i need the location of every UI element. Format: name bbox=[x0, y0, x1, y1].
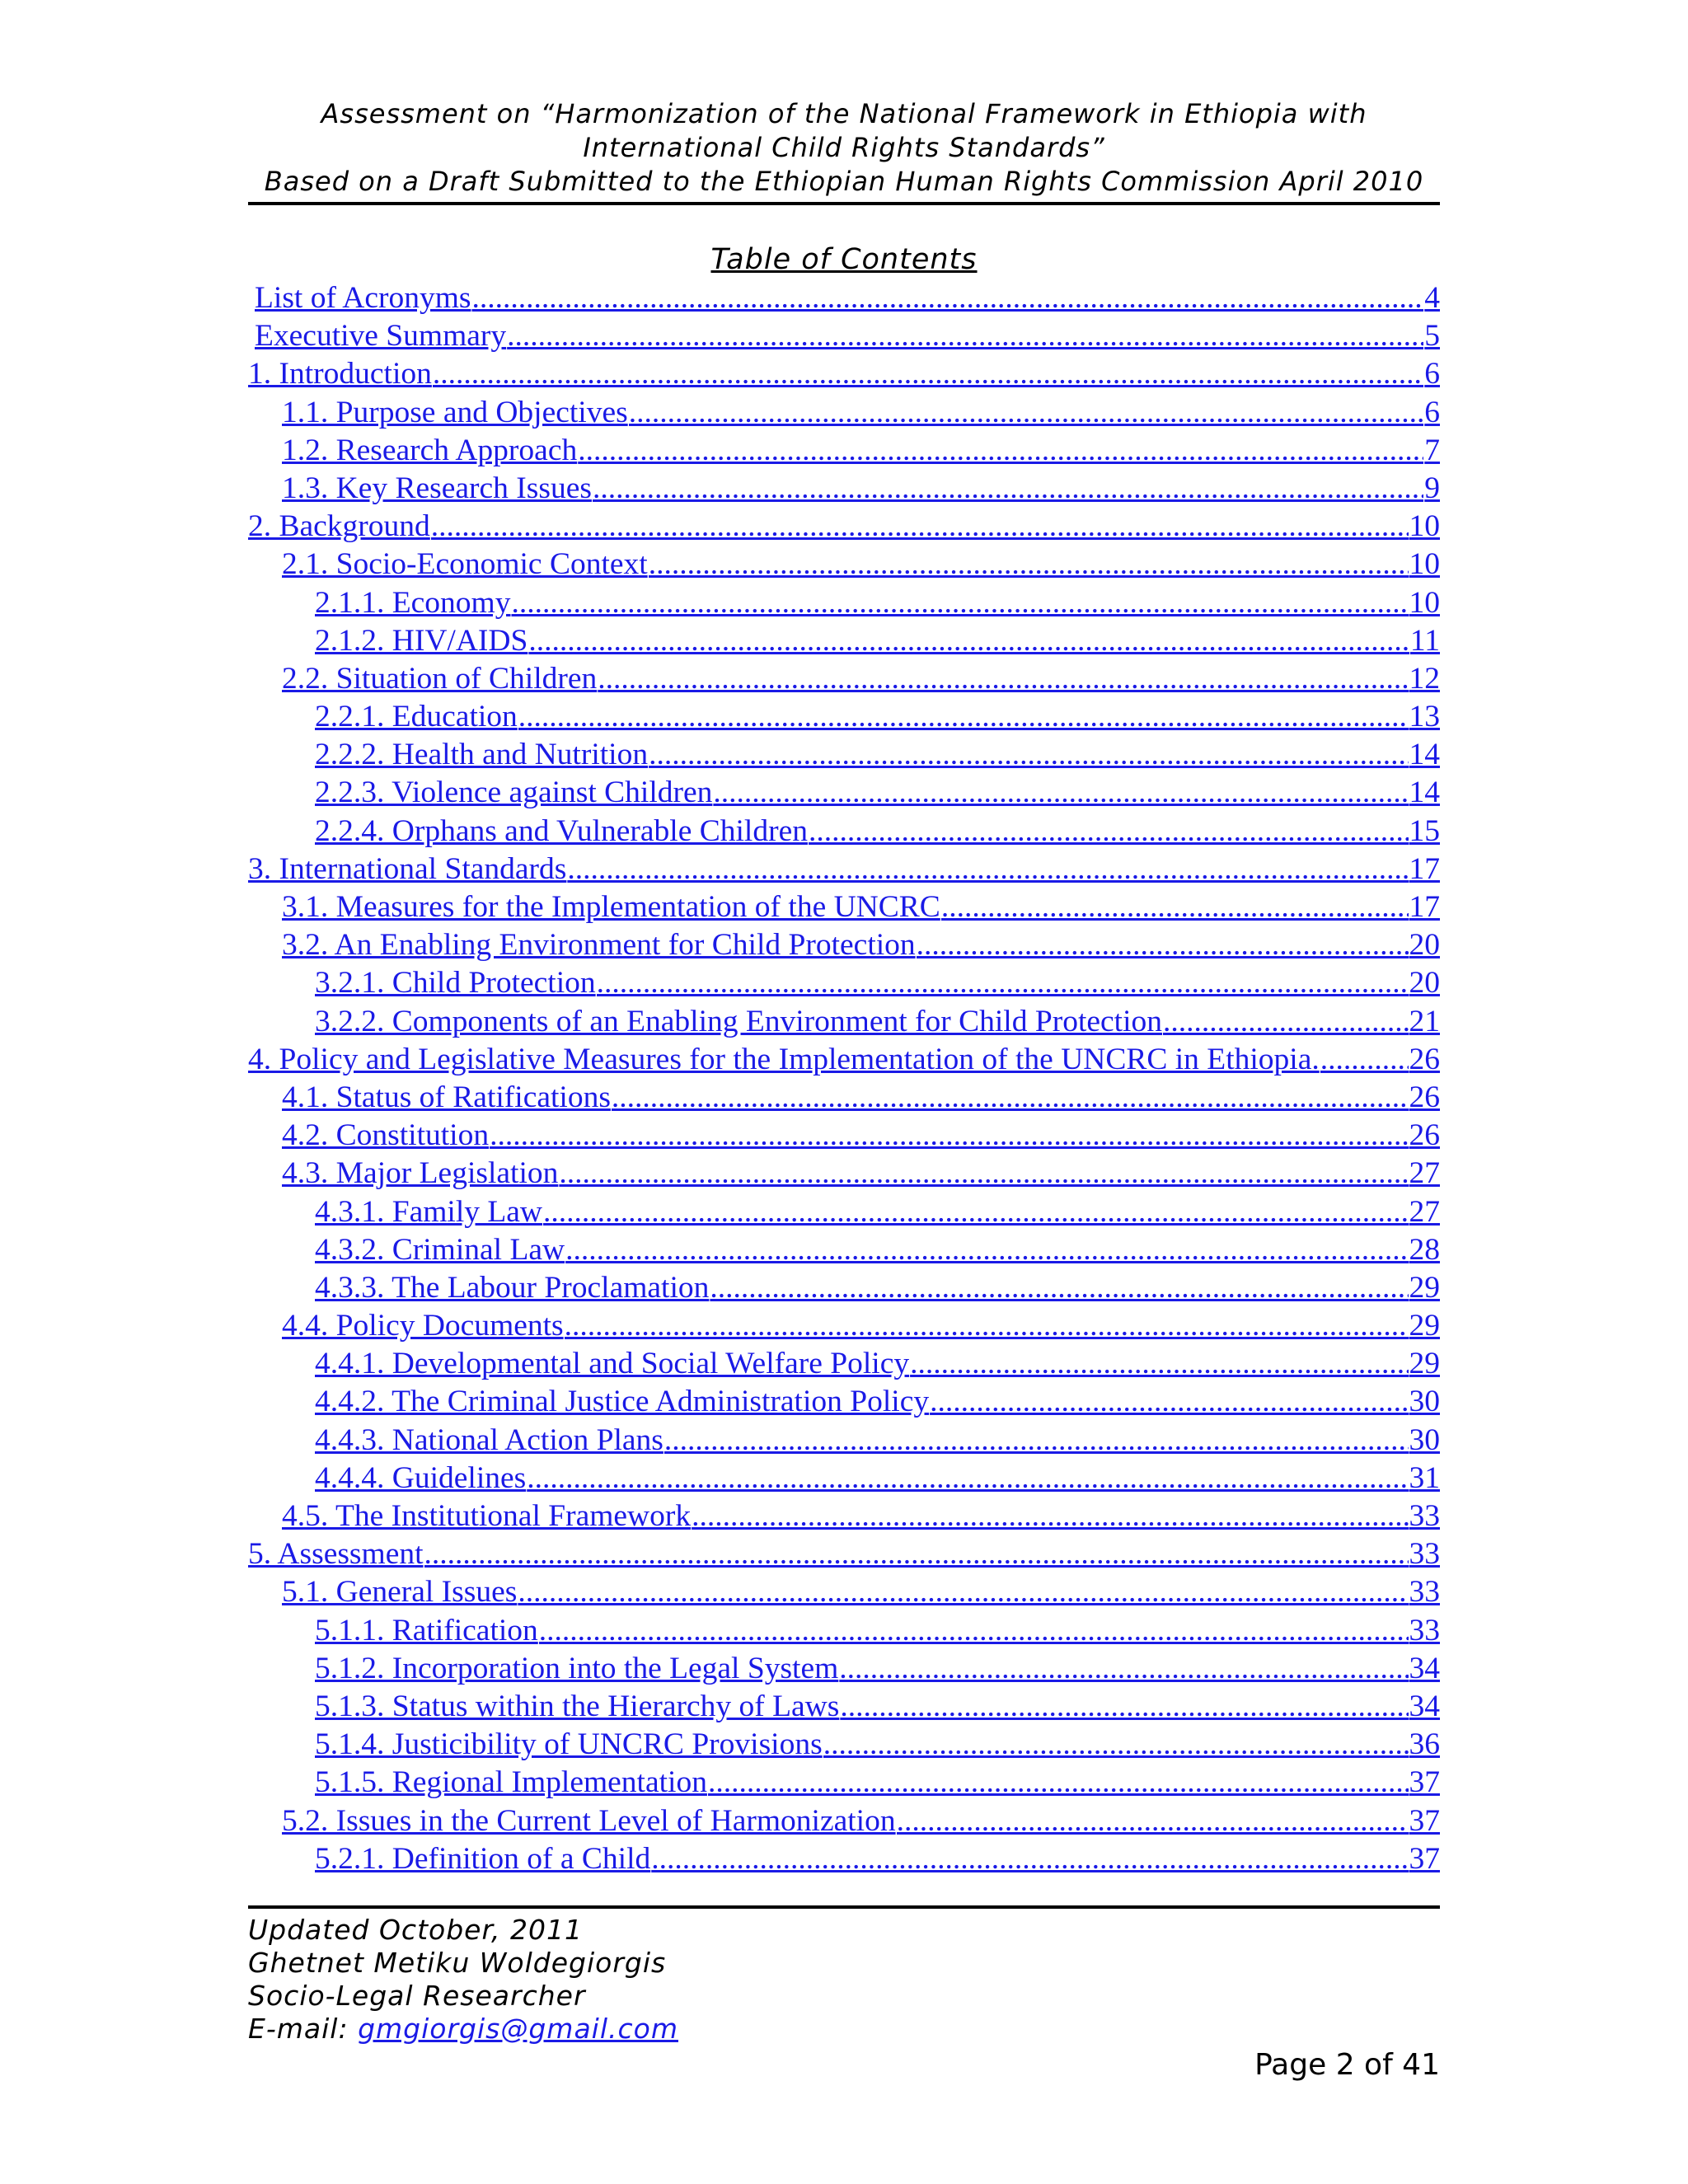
toc-entry-label: 2.2.3. Violence against Children bbox=[315, 776, 713, 810]
toc-dot-leader bbox=[518, 698, 1409, 736]
toc-entry-label: 5.1.1. Ratification bbox=[315, 1613, 538, 1647]
toc-entry-label: 4.4.1. Developmental and Social Welfare Policy bbox=[315, 1347, 910, 1381]
toc-entry-label: 5. Assessment bbox=[248, 1537, 424, 1572]
toc-entry[interactable] bbox=[248, 1460, 1440, 1497]
toc-title: Table of Contents bbox=[710, 243, 978, 276]
toc-entry[interactable] bbox=[248, 1079, 1440, 1117]
toc-entry-page: 37 bbox=[1409, 1803, 1440, 1838]
toc-entry[interactable] bbox=[248, 1117, 1440, 1155]
toc-entry-label: 2.1.2. HIV/AIDS bbox=[315, 623, 528, 658]
toc-entry-label: 1. Introduction bbox=[248, 357, 432, 391]
toc-dot-leader bbox=[809, 813, 1409, 851]
toc-entry-page: 29 bbox=[1409, 1309, 1440, 1343]
toc-entry-page: 9 bbox=[1424, 471, 1440, 505]
toc-dot-leader bbox=[559, 1155, 1408, 1193]
toc-entry[interactable] bbox=[248, 470, 1440, 508]
toc-entry-page: 37 bbox=[1409, 1841, 1440, 1876]
toc-dot-leader bbox=[823, 1726, 1409, 1764]
toc-entry-page: 33 bbox=[1409, 1575, 1440, 1610]
toc-entry-page: 26 bbox=[1409, 1080, 1440, 1114]
toc-entry[interactable] bbox=[248, 317, 1440, 355]
toc-entry-label: 1.2. Research Approach bbox=[282, 433, 578, 467]
toc-entry[interactable] bbox=[248, 279, 1440, 317]
toc-entry-page: 7 bbox=[1424, 433, 1440, 467]
toc-dot-leader bbox=[539, 1612, 1409, 1650]
toc-dot-leader bbox=[490, 1117, 1408, 1155]
toc-entry-label: 5.1.4. Justicibility of UNCRC Provisions bbox=[315, 1727, 823, 1762]
toc-entry-page: 14 bbox=[1409, 738, 1440, 772]
toc-entry-page: 17 bbox=[1409, 890, 1440, 924]
toc-dot-leader bbox=[565, 1307, 1409, 1345]
toc-entry[interactable] bbox=[248, 1497, 1440, 1535]
toc-entry-label: 2.2.4. Orphans and Vulnerable Children bbox=[315, 813, 808, 848]
toc-entry[interactable] bbox=[248, 1688, 1440, 1726]
toc-entry[interactable] bbox=[248, 584, 1440, 622]
toc-dot-leader bbox=[1163, 1003, 1409, 1041]
toc-entry-label: 4.4.3. National Action Plans bbox=[315, 1422, 663, 1457]
toc-entry-label: 2.2. Situation of Children bbox=[282, 661, 598, 696]
toc-entry[interactable] bbox=[248, 736, 1440, 774]
toc-entry[interactable] bbox=[248, 394, 1440, 432]
toc-entry-page: 21 bbox=[1409, 1004, 1440, 1038]
toc-dot-leader bbox=[593, 470, 1423, 508]
toc-entry-page: 29 bbox=[1409, 1270, 1440, 1305]
toc-dot-leader bbox=[471, 279, 1423, 317]
header-subtitle: Based on a Draft Submitted to the Ethiopian Human Rights Commission April 2010 bbox=[264, 166, 1424, 197]
toc-entry-page: 15 bbox=[1409, 813, 1440, 848]
toc-entry-label: 5.1. General Issues bbox=[282, 1575, 518, 1610]
toc-dot-leader bbox=[528, 622, 1409, 660]
toc-entry-label: 3.2. An Enabling Environment for Child Protection bbox=[282, 928, 916, 963]
toc-entry[interactable] bbox=[248, 1345, 1440, 1383]
toc-dot-leader bbox=[692, 1497, 1408, 1535]
toc-entry-label: 4.3.2. Criminal Law bbox=[315, 1232, 565, 1267]
toc-entry[interactable] bbox=[248, 1535, 1440, 1573]
toc-dot-leader bbox=[649, 736, 1408, 774]
toc-entry-label: 4.3.1. Family Law bbox=[315, 1194, 543, 1229]
toc-entry[interactable] bbox=[248, 813, 1440, 851]
toc-entry[interactable] bbox=[248, 926, 1440, 964]
toc-entry-page: 28 bbox=[1409, 1232, 1440, 1267]
toc-entry[interactable] bbox=[248, 774, 1440, 812]
toc-dot-leader bbox=[941, 888, 1409, 926]
toc-entry-label: 2.1.1. Economy bbox=[315, 585, 511, 620]
toc-entry[interactable] bbox=[248, 1155, 1440, 1193]
toc-dot-leader bbox=[839, 1650, 1408, 1688]
toc-entry-label: 4.3. Major Legislation bbox=[282, 1156, 559, 1191]
toc-entry[interactable] bbox=[248, 698, 1440, 736]
toc-entry-page: 20 bbox=[1409, 928, 1440, 963]
toc-entry-page: 5 bbox=[1424, 319, 1440, 354]
footer-email-link[interactable]: gmgiorgis@gmail.com bbox=[358, 2013, 678, 2045]
toc-entry[interactable] bbox=[248, 964, 1440, 1002]
toc-entry-label: 1.1. Purpose and Objectives bbox=[282, 395, 628, 429]
toc-entry-label: 4.5. The Institutional Framework bbox=[282, 1499, 692, 1533]
toc-dot-leader bbox=[664, 1422, 1409, 1460]
document-footer bbox=[248, 1914, 1440, 2046]
header-title-line-1: Assessment on “Harmonization of the National Framework in Ethiopia with bbox=[321, 98, 1367, 129]
toc-entry-page: 36 bbox=[1409, 1727, 1440, 1762]
toc-entry[interactable] bbox=[248, 508, 1440, 546]
toc-dot-leader bbox=[708, 1764, 1409, 1802]
toc-entry-label: List of Acronyms bbox=[255, 281, 471, 315]
toc-entry-label: 4.3.3. The Labour Proclamation bbox=[315, 1270, 710, 1305]
toc-entry-page: 10 bbox=[1409, 547, 1440, 582]
toc-entry[interactable] bbox=[248, 1307, 1440, 1345]
toc-entry-label: 4.4.4. Guidelines bbox=[315, 1460, 527, 1495]
toc-entry-page: 13 bbox=[1409, 700, 1440, 734]
toc-entry-page: 12 bbox=[1409, 661, 1440, 696]
toc-entry-label: 1.3. Key Research Issues bbox=[282, 471, 592, 505]
toc-entry-page: 6 bbox=[1424, 357, 1440, 391]
toc-entry-page: 6 bbox=[1424, 395, 1440, 429]
toc-dot-leader bbox=[897, 1802, 1409, 1840]
footer-updated: Updated October, 2011 bbox=[248, 1914, 583, 1946]
toc-dot-leader bbox=[424, 1535, 1409, 1573]
toc-entry-page: 10 bbox=[1409, 585, 1440, 620]
document-header bbox=[248, 97, 1440, 199]
toc-entry-page: 33 bbox=[1409, 1499, 1440, 1533]
toc-entry[interactable] bbox=[248, 1193, 1440, 1231]
toc-entry[interactable] bbox=[248, 1650, 1440, 1688]
toc-entry[interactable] bbox=[248, 1269, 1440, 1307]
toc-dot-leader bbox=[578, 432, 1423, 470]
toc-entry[interactable] bbox=[248, 1422, 1440, 1460]
table-of-contents bbox=[248, 279, 1440, 1878]
toc-entry-page: 30 bbox=[1409, 1385, 1440, 1419]
toc-entry-page: 11 bbox=[1409, 623, 1440, 658]
toc-dot-leader bbox=[518, 1573, 1408, 1611]
toc-entry-page: 27 bbox=[1409, 1156, 1440, 1191]
toc-entry-label: 4.4.2. The Criminal Justice Administration Policy bbox=[315, 1385, 930, 1419]
toc-entry-label: 5.2. Issues in the Current Level of Harmonization bbox=[282, 1803, 896, 1838]
toc-entry-label: 3. International Standards bbox=[248, 851, 567, 886]
toc-dot-leader bbox=[629, 394, 1424, 432]
toc-entry-label: 2.2.2. Health and Nutrition bbox=[315, 738, 649, 772]
toc-dot-leader bbox=[713, 774, 1408, 812]
toc-entry-label: 5.2.1. Definition of a Child bbox=[315, 1841, 651, 1876]
toc-entry-label: 2.1. Socio-Economic Context bbox=[282, 547, 648, 582]
toc-dot-leader bbox=[930, 1383, 1408, 1421]
toc-entry-label: 4.2. Constitution bbox=[282, 1118, 490, 1153]
toc-entry-page: 30 bbox=[1409, 1422, 1440, 1457]
toc-dot-leader bbox=[511, 584, 1408, 622]
toc-entry-label: 5.1.5. Regional Implementation bbox=[315, 1765, 707, 1800]
toc-entry[interactable] bbox=[248, 660, 1440, 698]
toc-entry-page: 34 bbox=[1409, 1689, 1440, 1723]
toc-entry[interactable] bbox=[248, 546, 1440, 583]
toc-entry-label: 5.1.3. Status within the Hierarchy of Laws bbox=[315, 1689, 840, 1723]
toc-dot-leader bbox=[543, 1193, 1408, 1231]
footer-email-line bbox=[248, 2013, 1440, 2046]
toc-dot-leader bbox=[910, 1345, 1408, 1383]
footer-role: Socio-Legal Researcher bbox=[248, 1980, 586, 2012]
toc-entry-label: 5.1.2. Incorporation into the Legal System bbox=[315, 1651, 839, 1685]
toc-entry[interactable] bbox=[248, 1840, 1440, 1878]
toc-entry-label: 2.2.1. Education bbox=[315, 700, 518, 734]
toc-dot-leader bbox=[651, 1840, 1408, 1878]
toc-entry[interactable] bbox=[248, 1726, 1440, 1764]
toc-dot-leader bbox=[917, 926, 1409, 964]
toc-entry[interactable] bbox=[248, 1612, 1440, 1650]
toc-entry[interactable] bbox=[248, 1231, 1440, 1269]
toc-entry[interactable] bbox=[248, 851, 1440, 888]
toc-entry-page: 34 bbox=[1409, 1651, 1440, 1685]
toc-dot-leader bbox=[565, 1231, 1408, 1269]
footer-email-label: E-mail: bbox=[248, 2013, 359, 2045]
toc-entry-label: 4.4. Policy Documents bbox=[282, 1309, 564, 1343]
toc-entry[interactable] bbox=[248, 1573, 1440, 1611]
toc-dot-leader bbox=[612, 1079, 1409, 1117]
toc-dot-leader bbox=[1320, 1041, 1409, 1079]
toc-entry-label: 4. Policy and Legislative Measures for the Implementation of the UNCRC in Ethiopia. bbox=[248, 1042, 1320, 1076]
toc-entry-label: Executive Summary bbox=[255, 319, 507, 354]
toc-entry-label: 3.2.1. Child Protection bbox=[315, 966, 596, 1001]
toc-dot-leader bbox=[597, 964, 1409, 1002]
toc-entry[interactable] bbox=[248, 432, 1440, 470]
toc-entry-page: 4 bbox=[1424, 281, 1440, 315]
toc-dot-leader bbox=[598, 660, 1408, 698]
footer-author: Ghetnet Metiku Woldegiorgis bbox=[248, 1947, 667, 1979]
toc-entry[interactable] bbox=[248, 1802, 1440, 1840]
toc-entry-page: 27 bbox=[1409, 1194, 1440, 1229]
toc-entry-label: 3.1. Measures for the Implementation of the UNCRC bbox=[282, 890, 940, 924]
toc-dot-leader bbox=[840, 1688, 1408, 1726]
toc-dot-leader bbox=[567, 851, 1408, 888]
toc-entry-page: 10 bbox=[1409, 509, 1440, 544]
toc-entry[interactable] bbox=[248, 1383, 1440, 1421]
toc-entry[interactable] bbox=[248, 1003, 1440, 1041]
toc-dot-leader bbox=[527, 1460, 1408, 1497]
toc-entry-page: 31 bbox=[1409, 1460, 1440, 1495]
toc-entry-page: 20 bbox=[1409, 966, 1440, 1001]
header-divider bbox=[248, 202, 1440, 205]
toc-entry-page: 29 bbox=[1409, 1347, 1440, 1381]
toc-entry[interactable] bbox=[248, 1041, 1440, 1079]
toc-entry-label: 3.2.2. Components of an Enabling Environment for Child Protection bbox=[315, 1004, 1162, 1038]
toc-entry-page: 17 bbox=[1409, 851, 1440, 886]
toc-entry[interactable] bbox=[248, 1764, 1440, 1802]
toc-dot-leader bbox=[649, 546, 1409, 583]
toc-entry-label: 4.1. Status of Ratifications bbox=[282, 1080, 611, 1114]
toc-entry-page: 37 bbox=[1409, 1765, 1440, 1800]
toc-entry-page: 33 bbox=[1409, 1613, 1440, 1647]
footer-divider bbox=[248, 1905, 1440, 1909]
toc-entry[interactable] bbox=[248, 888, 1440, 926]
toc-dot-leader bbox=[433, 355, 1423, 393]
toc-entry[interactable] bbox=[248, 355, 1440, 393]
toc-dot-leader bbox=[710, 1269, 1408, 1307]
toc-entry[interactable] bbox=[248, 622, 1440, 660]
toc-dot-leader bbox=[431, 508, 1409, 546]
page-number: Page 2 of 41 bbox=[1254, 2048, 1440, 2082]
toc-entry-label: 2. Background bbox=[248, 509, 430, 544]
toc-entry-page: 26 bbox=[1409, 1042, 1440, 1076]
toc-entry-page: 14 bbox=[1409, 776, 1440, 810]
toc-entry-page: 26 bbox=[1409, 1118, 1440, 1153]
toc-dot-leader bbox=[507, 317, 1423, 355]
toc-entry-page: 33 bbox=[1409, 1537, 1440, 1572]
header-title-line-2: International Child Rights Standards” bbox=[583, 132, 1105, 163]
